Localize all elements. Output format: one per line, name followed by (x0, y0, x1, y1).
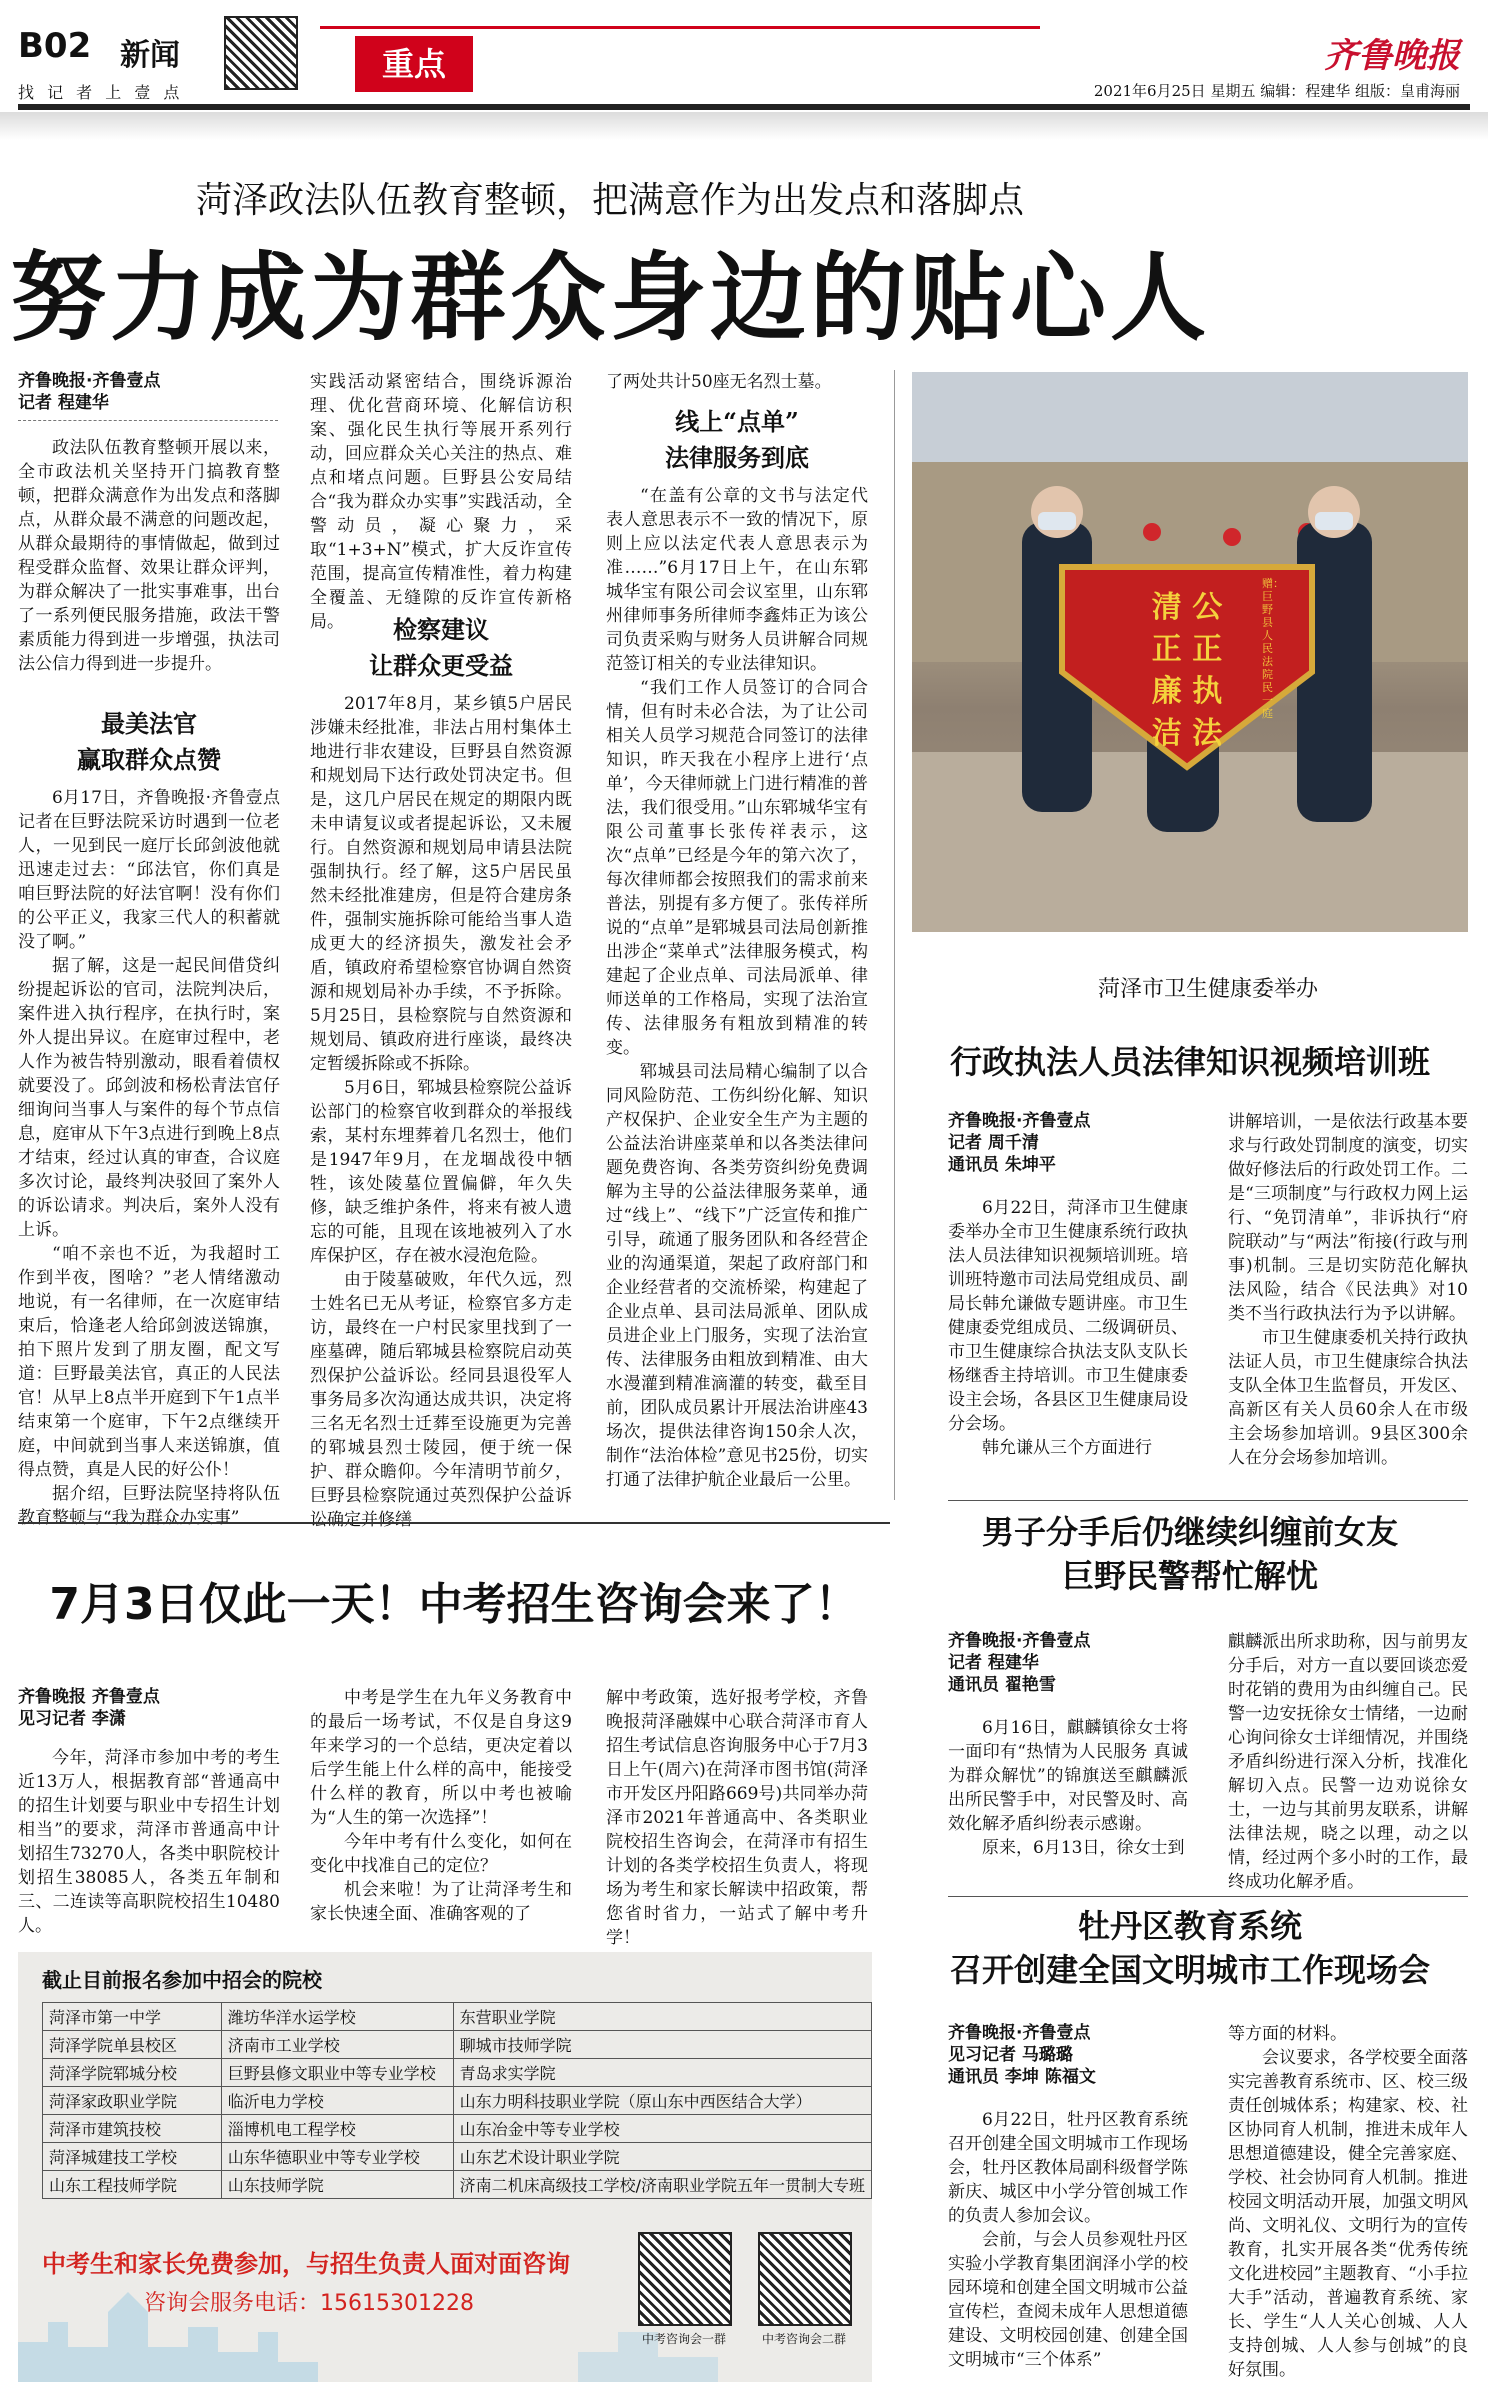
school-cell: 山东技师学院 (221, 2171, 453, 2199)
divider (948, 1896, 1468, 1897)
school-cell: 山东力明科技职业学院（原山东中西医结合大学） (453, 2087, 871, 2115)
news-photo (912, 372, 1468, 932)
header-rule (18, 104, 1470, 110)
header-tagline: 找 记 者 上 壹 点 (18, 83, 184, 102)
header-shadow (0, 112, 1488, 140)
health-kicker: 菏泽市卫生健康委举办 (1097, 977, 1318, 1002)
lead-col1: 政法队伍教育整顿开展以来，全市政法机关坚持开门搞教育整顿，把群众满意作为出发点和落脚点，从群众最不满意的问题改起，从群众最期待的事情做起，做到过程受群众监督、效果让群众评判，为群众解决了一批实事难事，出台了一系列便民服务措施，政法干警素质能力得到进一步增强，执法司法公信力得到进一步提升。 (18, 438, 280, 674)
banner-side-text: 赠：巨野县人民法院民一庭 (1262, 577, 1284, 720)
table-title: 截止目前报名参加中招会的院校 (42, 1968, 322, 1992)
school-cell: 菏泽城建技工学校 (43, 2143, 222, 2171)
divider (18, 1522, 890, 1524)
table-row (43, 2171, 872, 2199)
school-cell: 山东工程技师学院 (43, 2171, 222, 2199)
police-col-left: 6月16日，麒麟镇徐女士将一面印有“热情为人民服务 真诚为群众解忧”的锦旗送至麒麟派出所民警手中，对民警及时、高效化解矛盾纠纷表示感谢。 原来，6月13日，徐女士到 (948, 1718, 1188, 1858)
school-cell: 青岛求实学院 (453, 2059, 871, 2087)
lantern-icon (1143, 523, 1161, 541)
school-cell: 潍坊华洋水运学校 (221, 2003, 453, 2031)
slogan: 中考生和家长免费参加，与招生负责人面对面咨询 (42, 2250, 570, 2278)
school-cell: 菏泽学院郓城分校 (43, 2059, 222, 2087)
column-divider (894, 370, 895, 1500)
exam-byline: 齐鲁晚报 齐鲁壹点 见习记者 李潇 (18, 1687, 160, 1729)
banner-text: 清 公 正 正 廉 执 洁 法 (1151, 590, 1223, 751)
police-headline: 男子分手后仍继续纠缠前女友 巨野民警帮忙解忧 (981, 1513, 1398, 1595)
school-cell: 聊城市技师学院 (453, 2031, 871, 2059)
school-cell: 济南市工业学校 (221, 2031, 453, 2059)
qr-code-icon[interactable] (638, 2232, 732, 2326)
page-number: B02 (18, 26, 92, 66)
school-cell: 菏泽市建筑技校 (43, 2115, 222, 2143)
lead-subhead-1: 最美法官 赢取群众点赞 (77, 709, 221, 774)
byline-divider (18, 420, 278, 421)
school-cell: 山东华德职业中等专业学校 (221, 2143, 453, 2171)
school-cell: 菏泽市第一中学 (43, 2003, 222, 2031)
qr-code-icon[interactable] (758, 2232, 852, 2326)
header-qr-icon[interactable] (224, 16, 298, 90)
schools-table (42, 2002, 872, 2199)
edu-col-left: 6月22日，牡丹区教育系统召开创建全国文明城市工作现场会，牡丹区教体局副科级督学陈新庆、城区中小学分管创城工作的负责人参加会议。 会前，与会人员参观牡丹区实验小学教育集团润泽小学的校园环境和创建全国文明城市公益宣传栏，查阅未成年人思想道德建设、文明校园创建、创建全国文明城市“三个体系” (948, 2110, 1188, 2370)
exam-col1: 今年，菏泽市参加中考的考生近13万人，根据教育部“普通高中的招生计划要与职业中专招生计划相当”的要求，菏泽市普通高中计划招生73270人，各类中职院校计划招生38085人，各类五年制和三、二连读等高职院校招生10480人。 (18, 1748, 280, 1936)
exam-col3: 解中考政策，选好报考学校，齐鲁晚报菏泽融媒中心联合菏泽市育人招生考试信息咨询服务中心于7月3日上午(周六)在菏泽市图书馆(菏泽市开发区丹阳路669号)共同举办菏泽市2021年普通高中、各类职业院校招生咨询会，在菏泽市有招生计划的各类学校招生负责人，将现场为考生和家长解读中招政策，帮您省时省力，一站式了解中考升学！ (606, 1688, 868, 1948)
lead-col3a: 了两处共计50座无名烈士墓。 (606, 372, 832, 392)
school-cell: 巨野县修文职业中等专业学校 (221, 2059, 453, 2087)
section-name: 新闻 (120, 38, 180, 73)
lead-col2b: 2017年8月，某乡镇5户居民涉嫌未经批准，非法占用村集体土地进行非农建设，巨野县自然资源和规划局下达行政处罚决定书。但是，这几户居民在规定的期限内既未申请复议或者提起诉讼，又未履行。自然资源和规划局申请县法院强制执行。经了解，这5户居民虽然未经批准建房，但是符合建房条件，强制实施拆除可能给当事人造成更大的经济损失，激发社会矛盾，镇政府希望检察官协调自然资源和规划局补办手续，不予拆除。5月25日，县检察院与自然资源和规划局、镇政府进行座谈，最终决定暂缓拆除或不拆除。 5月6日，郓城县检察院公益诉讼部门的检察官收到群众的举报线索，某村东埋葬着几名烈士，他们是1947年9月，在龙堌战役中牺牲，该处陵墓位置偏僻，年久失修，缺乏维护条件，将来有被人遗忘的可能，且现在该地被列入了水库保护区，存在被水浸泡危险。 由于陵墓破败，年代久远，烈士姓名已无从考证，检察官多方走访，最终在一户村民家里找到了一座墓碑，随后郓城县检察院启动英烈保护公益诉讼。经同县退役军人事务局多次沟通达成共识，决定将三名无名烈士迁葬至设施更为完善的郓城县烈士陵园，便于统一保护、群众瞻仰。今年清明节前夕，巨野县检察院通过英烈保护公益诉讼确定并修缮 (310, 694, 572, 1530)
dateline: 2021年6月25日 星期五 编辑：程建华 组版：皇甫海丽 (1093, 82, 1460, 100)
phone-line: 咨询会服务电话：15615301228 (144, 2291, 474, 2316)
exam-headline: 7月3日仅此一天！中考招生咨询会来了！ (49, 1579, 859, 1630)
police-byline: 齐鲁晚报·齐鲁壹点 记者 程建华 通讯员 翟艳雪 (948, 1631, 1091, 1695)
qr-caption-2: 中考咨询会二群 (761, 2332, 846, 2346)
table-row (43, 2031, 872, 2059)
school-cell: 山东艺术设计职业学院 (453, 2143, 871, 2171)
table-row (43, 2003, 872, 2031)
divider (948, 1500, 1468, 1501)
health-headline: 行政执法人员法律知识视频培训班 (949, 1043, 1430, 1081)
exam-banner (18, 1952, 872, 2382)
lead-headline: 努力成为群众身边的贴心人 (10, 242, 1210, 354)
lead-col2: 实践活动紧密结合，围绕诉源治理、优化营商环境、化解信访积案、强化民生执行等展开系列行动，回应群众关心关注的热点、难点和堵点问题。巨野县公安局结合“我为群众办实事”实践活动，全警动员，凝心聚力，采取“1+3+N”模式，扩大反诈宣传范围，提高宣传精准性，着力构建全覆盖、无缝隙的反诈宣传新格局。 (310, 372, 572, 632)
police-col-right: 麒麟派出所求助称，因与前男友分手后，对方一直以要回谈恋爱时花销的费用为由纠缠自己。民警一边安抚徐女士情绪，一边耐心询问徐女士详细情况，并围绕矛盾纠纷进行深入分析，找准化解切入点。民警一边劝说徐女士，一边与其前男友联系，讲解法律法规，晓之以理，动之以情，经过两个多小时的工作，最终成功化解矛盾。 (1228, 1632, 1468, 1892)
edu-col-right: 等方面的材料。 会议要求，各学校要全面落实完善教育系统市、区、校三级责任创城体系；构建家、校、社区协同育人机制，推进未成年人思想道德建设，健全完善家庭、学校、社会协同育人机制。推进校园文明活动开展，加强文明风尚、文明礼仪、文明行为的宣传教育，扎实开展各类“优秀传统文化进校园”主题教育、“小手拉大手”活动，普遍教育系统、家长、学生“人人关心创城、人人支持创城、人人参与创城”的良好氛围。 (1228, 2024, 1468, 2380)
newspaper-logo: 齐鲁晚报 (1324, 36, 1460, 76)
edu-headline: 牡丹区教育系统 召开创建全国文明城市工作现场会 (949, 1907, 1430, 1989)
lead-kicker: 菏泽政法队伍教育整顿，把满意作为出发点和落脚点 (195, 180, 1024, 221)
lead-col3: “在盖有公章的文书与法定代表人意思表示不一致的情况下，原则上应以法定代表人意思表示为准……”6月17日上午，在山东郓城华宝有限公司会议室里，山东郓州律师事务所律师李鑫炜正为该公司负责采购与财务人员讲解合同规范签订相关的专业法律知识。 “我们工作人员签订的合同合情，但有时未必合法，为了让公司相关人员学习规范合同签订的法律知识，昨天我在小程序上进行‘点单’，今天律师就上门进行精准的普法，我们很受用。”山东郓城华宝有限公司董事长张传祥表示，这次“点单”已经是今年的第六次了，每次律师都会按照我们的需求前来普法，别提有多方便了。张传祥所说的“点单”是郓城县司法局创新推出涉企“菜单式”法律服务模式，构建起了企业点单、司法局派单、律师送单的工作格局，实现了法治宣传、法律服务有粗放到精准的转变。 郓城县司法局精心编制了以合同风险防范、工伤纠纷化解、知识产权保护、企业安全生产为主题的公益法治讲座菜单和以各类法律问题免费咨询、各类劳资纠纷免费调解为主导的公益法律服务菜单，通过“线上”、“线下”广泛宣传和推广引导，疏通了服务团队和各经营企业的沟通渠道，架起了政府部门和企业经营者的交流桥梁，构建起了企业点单、县司法局派单、团队成员进企业上门服务，实现了法治宣传、法律服务由粗放到精准、由大水漫灌到精准滴灌的转变，截至目前，团队成员累计开展法治讲座43场次，提供法律咨询150余人次，制作“法治体检”意见书25份，切实打通了法律护航企业最后一公里。 (606, 486, 868, 1490)
school-cell: 菏泽家政职业学院 (43, 2087, 222, 2115)
school-cell: 淄博机电工程学校 (221, 2115, 453, 2143)
health-col-left: 6月22日，菏泽市卫生健康委举办全市卫生健康系统行政执法人员法律知识视频培训班。培训班特邀市司法局党组成员、副局长韩允谦做专题讲座。市卫生健康委党组成员、二级调研员、市卫生健康综合执法支队支队长杨继香主持培训。市卫生健康委设主会场，各县区卫生健康局设分会场。 韩允谦从三个方面进行 (948, 1198, 1188, 1458)
lead-col1b: 6月17日，齐鲁晚报·齐鲁壹点记者在巨野法院采访时遇到一位老人，一见到民一庭厅长邱剑波他就迅速走过去：“邱法官，你们真是咱巨野法院的好法官啊！没有你们的公平正义，我家三代人的积蓄就没了啊。” 据了解，这是一起民间借贷纠纷提起诉讼的官司，法院判决后，案件进入执行程序，在执行时，案外人提出异议。在庭审过程中，老人作为被告特别激动，眼看着债权就要没了。邱剑波和杨松青法官仔细询问当事人与案件的每个节点信息，庭审从下午3点进行到晚上8点才结束，经过认真的审查，合议庭多次讨论，最终判决驳回了案外人的诉讼请求。判决后，案外人没有上诉。 “咱不亲也不近，为我超时工作到半夜，图啥？”老人情绪激动地说，有一名律师，在一次庭审结束后，恰逢老人给邱剑波送锦旗，拍下照片发到了朋友圈，配文写道：巨野最美法官，真正的人民法官！从早上8点半开庭到下午1点半结束第一个庭审，下午2点继续开庭，中间就到当事人来送锦旗，值得点赞，真是人民的好公仆！ 据介绍，巨野法院坚持将队伍教育整顿与“我为群众办实事” (18, 788, 280, 1528)
table-row (43, 2087, 872, 2115)
health-byline: 齐鲁晚报·齐鲁壹点 记者 周千清 通讯员 朱坤平 (948, 1111, 1091, 1175)
section-tab[interactable]: 重点 (355, 36, 473, 92)
qr-caption-1: 中考咨询会一群 (641, 2332, 726, 2346)
exam-col2: 中考是学生在九年义务教育中的最后一场考试，不仅是自身这9年来学习的一个总结，更决定着以后学生能上什么样的高中，能接受什么样的教育，所以中考也被喻为“人生的第一次选择”！ 今年中考有什么变化，如何在变化中找准自己的定位？ 机会来啦！为了让菏泽考生和家长快速全面、准确客观的了 (310, 1688, 572, 1924)
lead-byline: 齐鲁晚报·齐鲁壹点 记者 程建华 (18, 371, 161, 413)
school-cell: 山东冶金中等专业学校 (453, 2115, 871, 2143)
school-cell: 东营职业学院 (453, 2003, 871, 2031)
table-row (43, 2059, 872, 2087)
edu-byline: 齐鲁晚报·齐鲁壹点 见习记者 马璐璐 通讯员 李坤 陈福文 (948, 2023, 1096, 2087)
lead-subhead-2: 检察建议 让群众更受益 (369, 615, 513, 680)
lead-subhead-3: 线上“点单” 法律服务到底 (665, 407, 809, 472)
school-cell: 济南二机床高级技工学校/济南职业学院五年一贯制大专班 (453, 2171, 871, 2199)
lantern-icon (1223, 528, 1241, 546)
school-cell: 临沂电力学校 (221, 2087, 453, 2115)
table-row (43, 2115, 872, 2143)
school-cell: 菏泽学院单县校区 (43, 2031, 222, 2059)
table-row (43, 2143, 872, 2171)
health-col-right: 讲解培训，一是依法行政基本要求与行政处罚制度的演变，切实做好修法后的行政处罚工作。二是“三项制度”与行政权力网上运行、“免罚清单”，非诉执行“府院联动”与“两法”衔接(行政与刑事)机制。三是切实防范化解执法风险，结合《民法典》对10类不当行政执法行为予以讲解。 市卫生健康委机关持行政执法证人员，市卫生健康综合执法支队全体卫生监督员，开发区、高新区有关人员60余人在市级主会场参加培训。9县区300余人在分会场参加培训。 (1228, 1112, 1468, 1468)
